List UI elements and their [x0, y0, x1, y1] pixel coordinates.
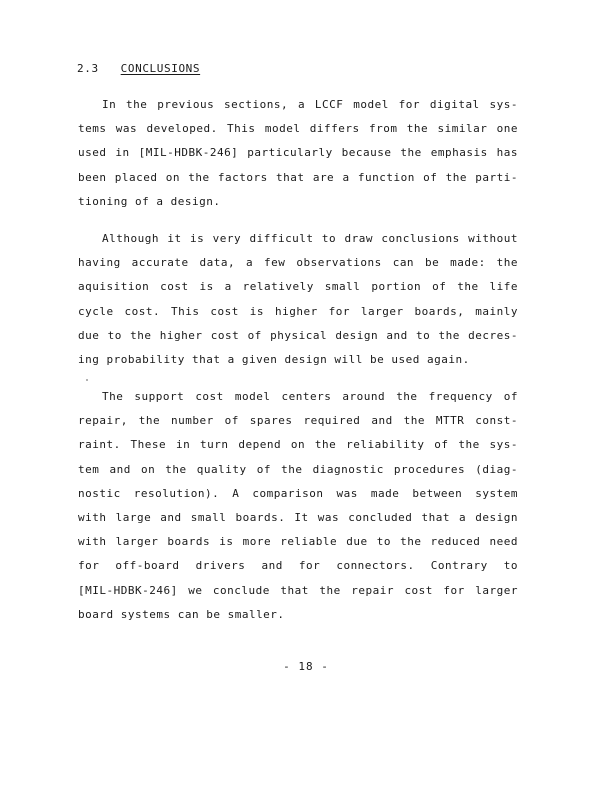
paragraph-line: tems was developed. This model differs from the similar one — [78, 122, 518, 136]
paragraph-line: for off-board drivers and for connectors. Contrary to — [78, 559, 518, 573]
section-title: CONCLUSIONS — [120, 62, 201, 75]
paragraph-line: been placed on the factors that are a function of the parti- — [78, 170, 518, 184]
paragraph-line: tem and on the quality of the diagnostic procedures (diag- — [78, 462, 518, 476]
paragraph-line: nostic resolution). A comparison was made between system — [78, 486, 518, 500]
page-number: - 18 - — [283, 660, 329, 673]
paragraph-line: In the previous sections, a LCCF model for digital sys- — [102, 98, 518, 111]
paragraph-observations — [78, 227, 518, 372]
paragraph-line: with larger boards is more reliable due to the reduced need — [78, 535, 518, 549]
paragraph-line: having accurate data, a few observations can be made: the — [78, 256, 518, 270]
paragraph-line: ing probability that a given design will be used again. — [78, 352, 470, 366]
paragraph-line: cycle cost. This cost is higher for larger boards, mainly — [78, 304, 518, 318]
paragraph-support-cost — [78, 385, 518, 627]
paragraph-line: repair, the number of spares required and the MTTR const- — [78, 414, 518, 428]
paragraph-line: due to the higher cost of physical design and to the decres- — [78, 328, 518, 342]
paragraph-line: tioning of a design. — [78, 194, 221, 208]
section-number: 2.3 — [77, 62, 99, 75]
paragraph-line: aquisition cost is a relatively small portion of the life — [78, 280, 518, 294]
scan-speck — [86, 379, 88, 381]
paragraph-line: [MIL-HDBK-246] we conclude that the repair cost for larger — [78, 583, 518, 597]
paragraph-line: raint. These in turn depend on the reliability of the sys- — [78, 438, 518, 452]
paragraph-previous-sections — [78, 93, 518, 214]
paragraph-line: used in [MIL-HDBK-246] particularly because the emphasis has — [78, 146, 518, 160]
section-heading — [77, 62, 200, 75]
paragraph-line: The support cost model centers around the frequency of — [102, 390, 518, 403]
paragraph-line: Although it is very difficult to draw conclusions without — [102, 232, 518, 245]
paragraph-line: with large and small boards. It was concluded that a design — [78, 510, 518, 524]
paragraph-line: board systems can be smaller. — [78, 607, 285, 621]
